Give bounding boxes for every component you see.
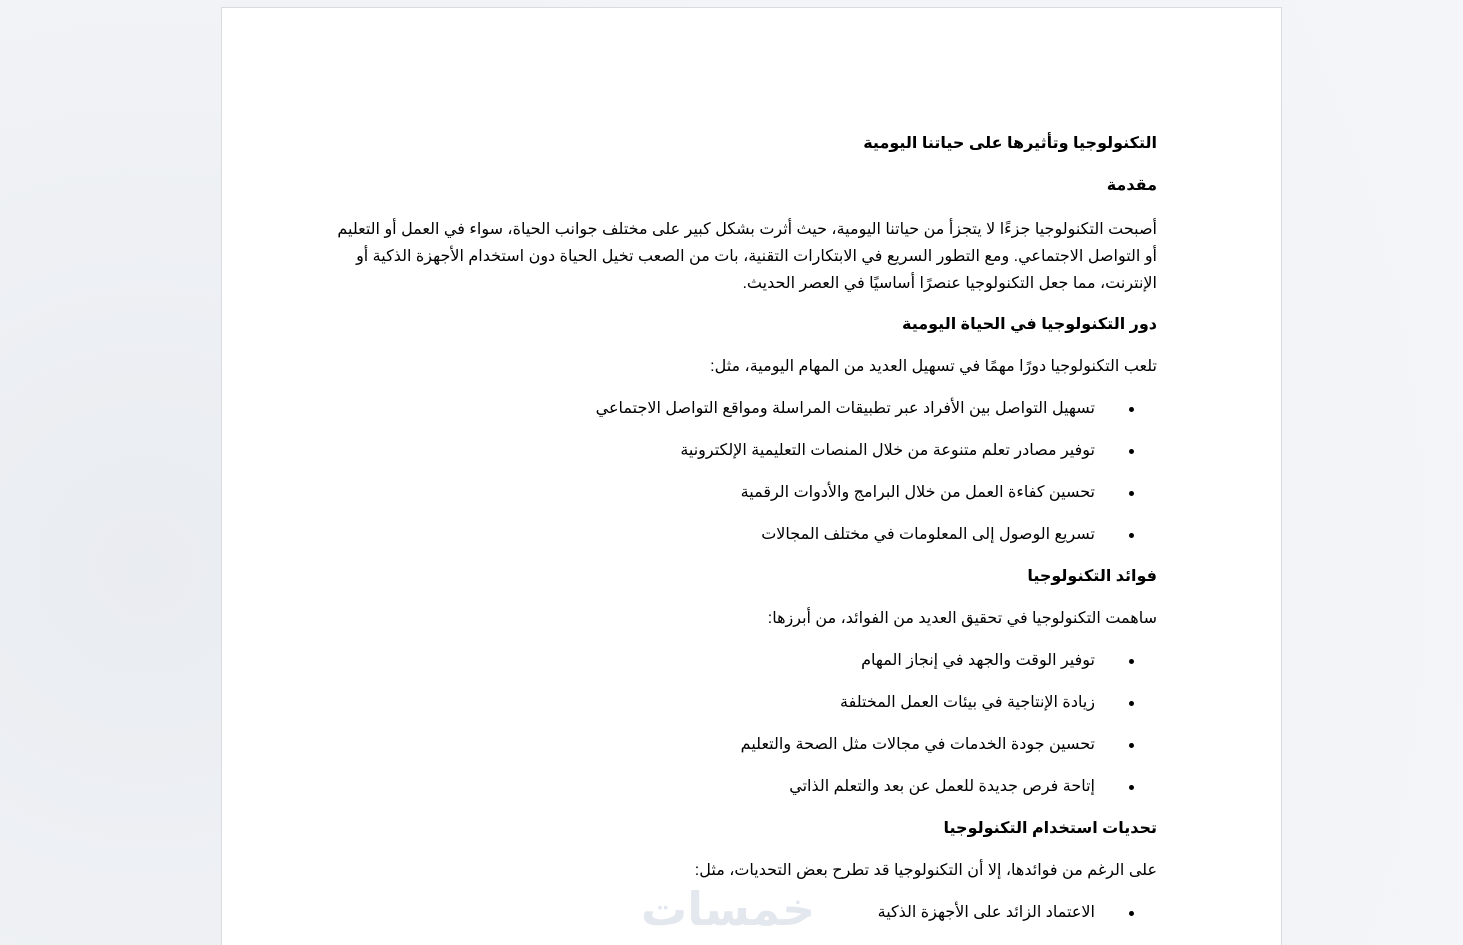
list-item (337, 439, 1095, 463)
list-item-text: تسهيل التواصل بين الأفراد عبر تطبيقات المراسلة ومواقع التواصل الاجتماعي (595, 400, 1095, 417)
bullet-icon (1129, 533, 1134, 538)
list-item (337, 733, 1095, 757)
bullet-icon (1129, 743, 1134, 748)
document-title: التكنولوجيا وتأثيرها على حياتنا اليومية (863, 135, 1157, 152)
page-content (337, 132, 1157, 943)
bullet-icon (1129, 911, 1134, 916)
list-item-text: توفير مصادر تعلم متنوعة من خلال المنصات التعليمية الإلكترونية (680, 442, 1095, 459)
bullet-icon (1129, 407, 1134, 412)
list-item-text: تسريع الوصول إلى المعلومات في مختلف المجالات (761, 526, 1095, 543)
section-heading-intro: مقدمة (1106, 177, 1157, 194)
document-page (221, 7, 1282, 945)
bullet-icon (1129, 491, 1134, 496)
intro-paragraph: أصبحت التكنولوجيا جزءًا لا يتجزأ من حياتنا اليومية، حيث أثرت بشكل كبير على مختلف جوانب الحياة، سواء في العمل أو التعليم أو التواصل الاجتماعي. ومع التطور السريع في الابتكارات التقنية، بات من الصعب تخيل الحياة دون استخدام الأجهزة الذكية أو الإنترنت، مما جعل التكنولوجيا عنصرًا أساسيًا في العصر الحديث. (337, 221, 1157, 292)
benefits-list (337, 649, 1157, 799)
bullet-icon (1129, 449, 1134, 454)
bullet-icon (1129, 659, 1134, 664)
list-item-text: توفير الوقت والجهد في إنجاز المهام (861, 652, 1095, 669)
list-item (337, 481, 1095, 505)
bullet-icon (1129, 785, 1134, 790)
list-item-text: إتاحة فرص جديدة للعمل عن بعد والتعلم الذاتي (789, 778, 1095, 795)
list-item-text: تحسين كفاءة العمل من خلال البرامج والأدوات الرقمية (740, 484, 1095, 501)
challenges-intro: على الرغم من فوائدها، إلا أن التكنولوجيا قد تطرح بعض التحديات، مثل: (694, 862, 1157, 879)
list-item (337, 397, 1095, 421)
bullet-icon (1129, 701, 1134, 706)
section-heading-benefits: فوائد التكنولوجيا (1027, 568, 1157, 585)
watermark-logo: خمسات (641, 882, 816, 936)
list-item (337, 775, 1095, 799)
list-item-text: الاعتماد الزائد على الأجهزة الذكية (877, 904, 1095, 921)
section-heading-challenges: تحديات استخدام التكنولوجيا (943, 820, 1157, 837)
benefits-intro: ساهمت التكنولوجيا في تحقيق العديد من الفوائد، من أبرزها: (767, 610, 1157, 627)
section-heading-role: دور التكنولوجيا في الحياة اليومية (901, 316, 1157, 333)
role-intro: تلعب التكنولوجيا دورًا مهمًا في تسهيل العديد من المهام اليومية، مثل: (710, 358, 1157, 375)
role-list (337, 397, 1157, 547)
list-item-text: زيادة الإنتاجية في بيئات العمل المختلفة (840, 694, 1095, 711)
list-item-text: تحسين جودة الخدمات في مجالات مثل الصحة والتعليم (740, 736, 1095, 753)
list-item (337, 523, 1095, 547)
list-item (337, 649, 1095, 673)
list-item (337, 691, 1095, 715)
